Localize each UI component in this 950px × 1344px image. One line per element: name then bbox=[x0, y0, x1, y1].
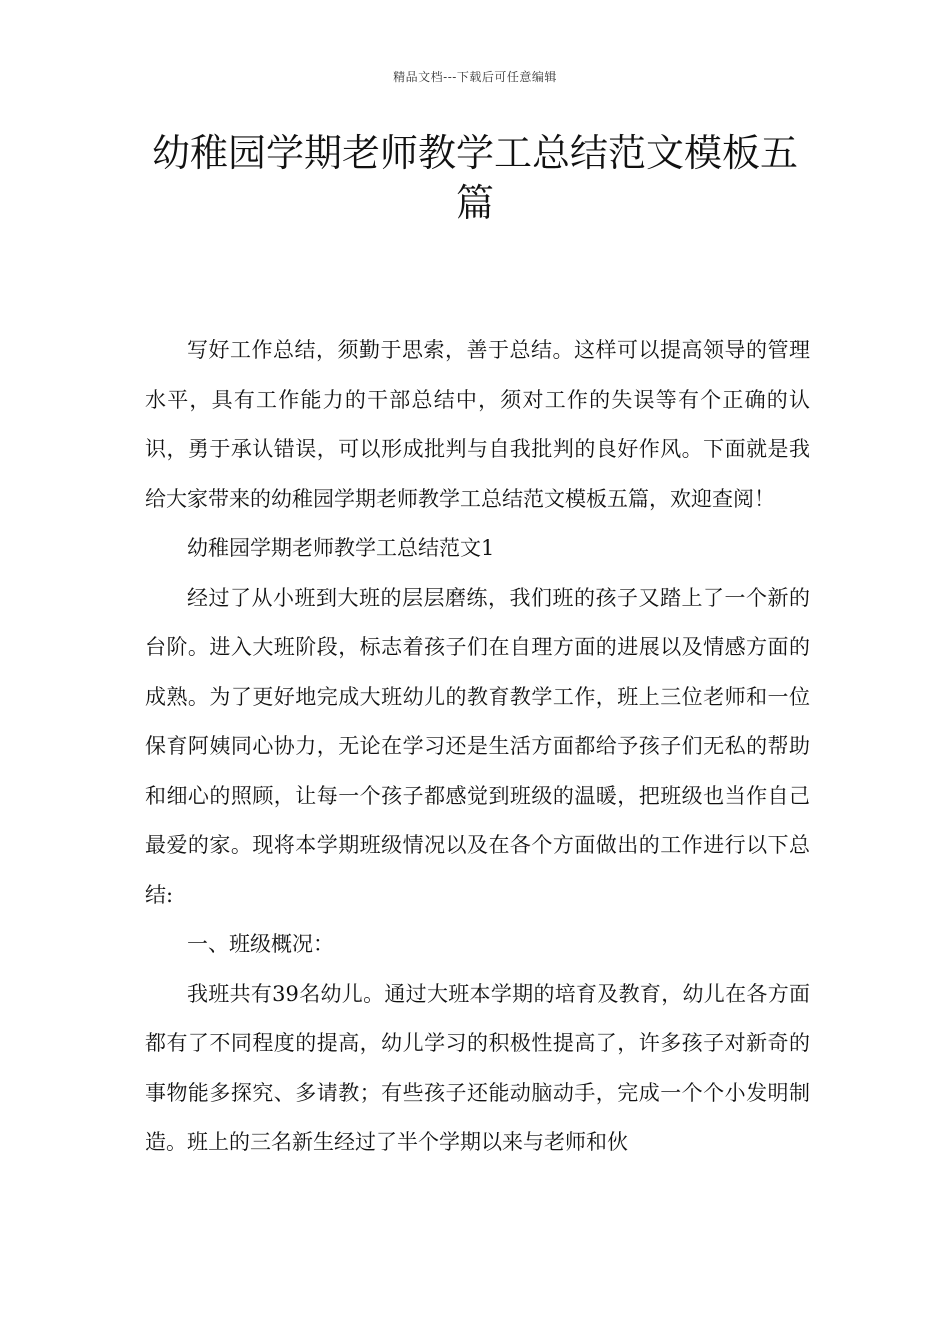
document-title: 幼稚园学期老师教学工总结范文模板五篇 bbox=[151, 131, 798, 225]
body-paragraph: 经过了从小班到大班的层层磨练，我们班的孩子又踏上了一个新的台阶。进入大班阶段，标志着孩子们在自理方面的进展以及情感方面的成熟。为了更好地完成大班幼儿的教育教学工作，班上三位老师和一位保育阿姨同心协力，无论在学习还是生活方面都给予孩子们无私的帮助和细心的照顾，让每一个孩子都感觉到班级的温暖，把班级也当作自己最爱的家。现将本学期班级情况以及在各个方面做出的工作进行以下总结: bbox=[145, 585, 810, 907]
section-heading: 幼稚园学期老师教学工总结范文1 bbox=[187, 536, 495, 560]
body-paragraph: 我班共有39名幼儿。通过大班本学期的培育及教育，幼儿在各方面都有了不同程度的提高，幼儿学习的积极性提高了，许多孩子对新奇的事物能多探究、多请教；有些孩子还能动脑动手，完成一个个小发明制造。班上的三名新生经过了半个学期以来与老师和伙 bbox=[145, 981, 810, 1154]
header-note: 精品文档---下载后可任意编辑 bbox=[393, 70, 557, 84]
intro-paragraph: 写好工作总结，须勤于思索，善于总结。这样可以提高领导的管理水平，具有工作能力的干部总结中，须对工作的失误等有个正确的认识，勇于承认错误，可以形成批判与自我批判的良好作风。下面就是我给大家带来的幼稚园学期老师教学工总结范文模板五篇，欢迎查阅！ bbox=[145, 338, 810, 511]
document-body bbox=[145, 326, 810, 1168]
subsection-heading: 一、班级概况： bbox=[187, 932, 334, 956]
